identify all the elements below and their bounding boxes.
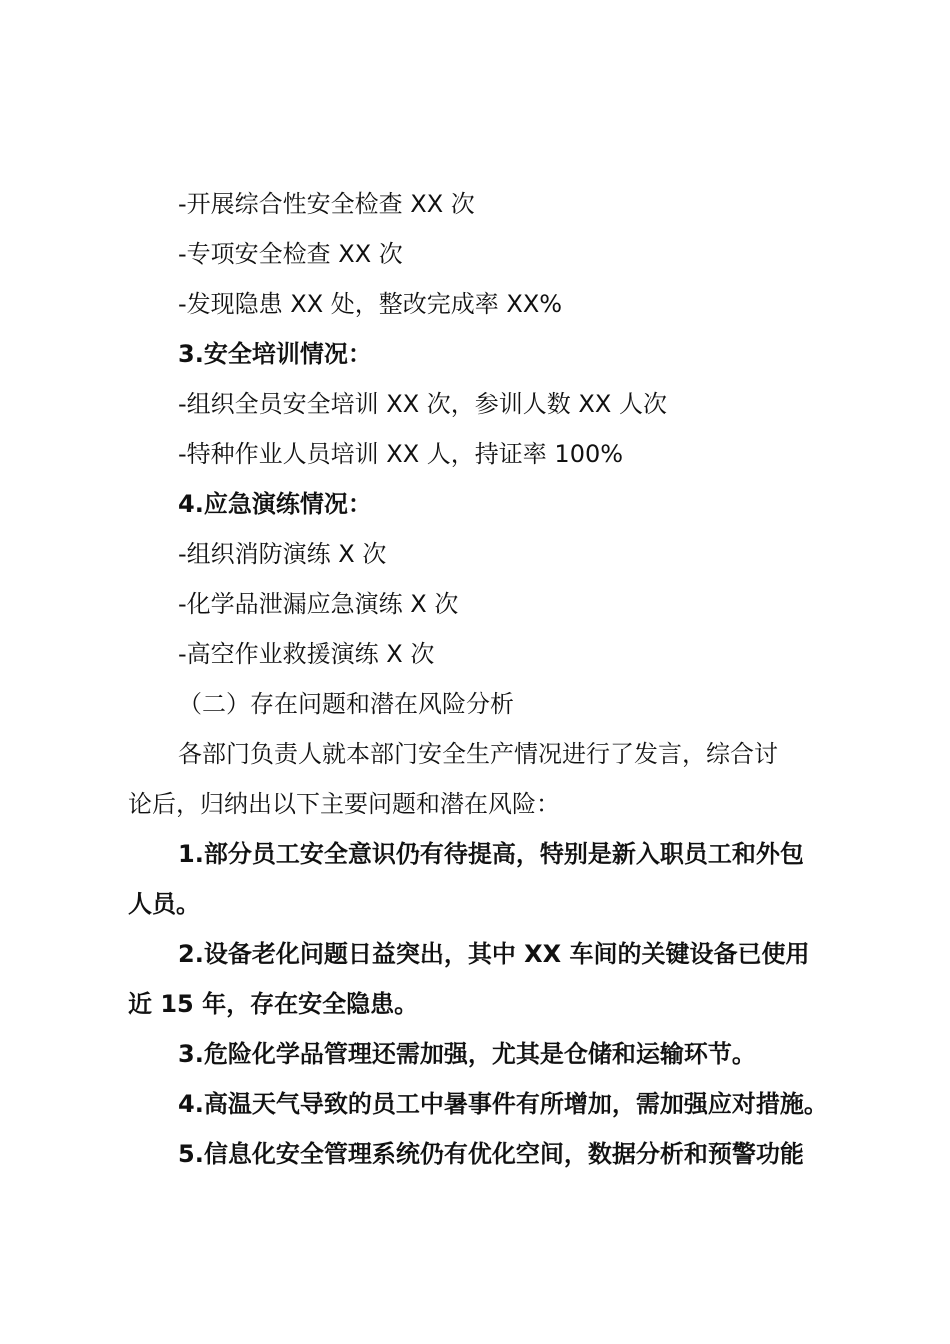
problem-2-line-2: 近 15 年，存在安全隐患。 [128,990,419,1018]
paragraph-line-1: 各部门负责人就本部门安全生产情况进行了发言，综合讨 [178,740,778,768]
bullet-height-rescue-drill: -高空作业救援演练 X 次 [178,640,435,668]
problem-1-line-2: 人员。 [128,890,200,918]
problem-4: 4.高温天气导致的员工中暑事件有所增加，需加强应对措施。 [178,1090,828,1118]
problem-5-line-1: 5.信息化安全管理系统仍有优化空间，数据分析和预警功能 [178,1140,804,1168]
heading-emergency-drills: 4.应急演练情况： [178,490,372,518]
paragraph-line-2: 论后，归纳出以下主要问题和潜在风险： [128,790,560,818]
problem-3: 3.危险化学品管理还需加强，尤其是仓储和运输环节。 [178,1040,756,1068]
bullet-hazards-found: -发现隐患 XX 处，整改完成率 XX% [178,290,563,318]
bullet-all-staff-training: -组织全员安全培训 XX 次，参训人数 XX 人次 [178,390,667,418]
bullet-special-inspection: -专项安全检查 XX 次 [178,240,403,268]
bullet-fire-drill: -组织消防演练 X 次 [178,540,387,568]
bullet-chemical-leak-drill: -化学品泄漏应急演练 X 次 [178,590,459,618]
problem-2-line-1: 2.设备老化问题日益突出，其中 XX 车间的关键设备已使用 [178,940,810,968]
section-heading-problems-risks: （二）存在问题和潜在风险分析 [178,690,514,718]
heading-safety-training: 3.安全培训情况： [178,340,372,368]
problem-1-line-1: 1.部分员工安全意识仍有待提高，特别是新入职员工和外包 [178,840,804,868]
bullet-special-operator-training: -特种作业人员培训 XX 人，持证率 100% [178,440,624,468]
bullet-comprehensive-inspection: -开展综合性安全检查 XX 次 [178,190,475,218]
